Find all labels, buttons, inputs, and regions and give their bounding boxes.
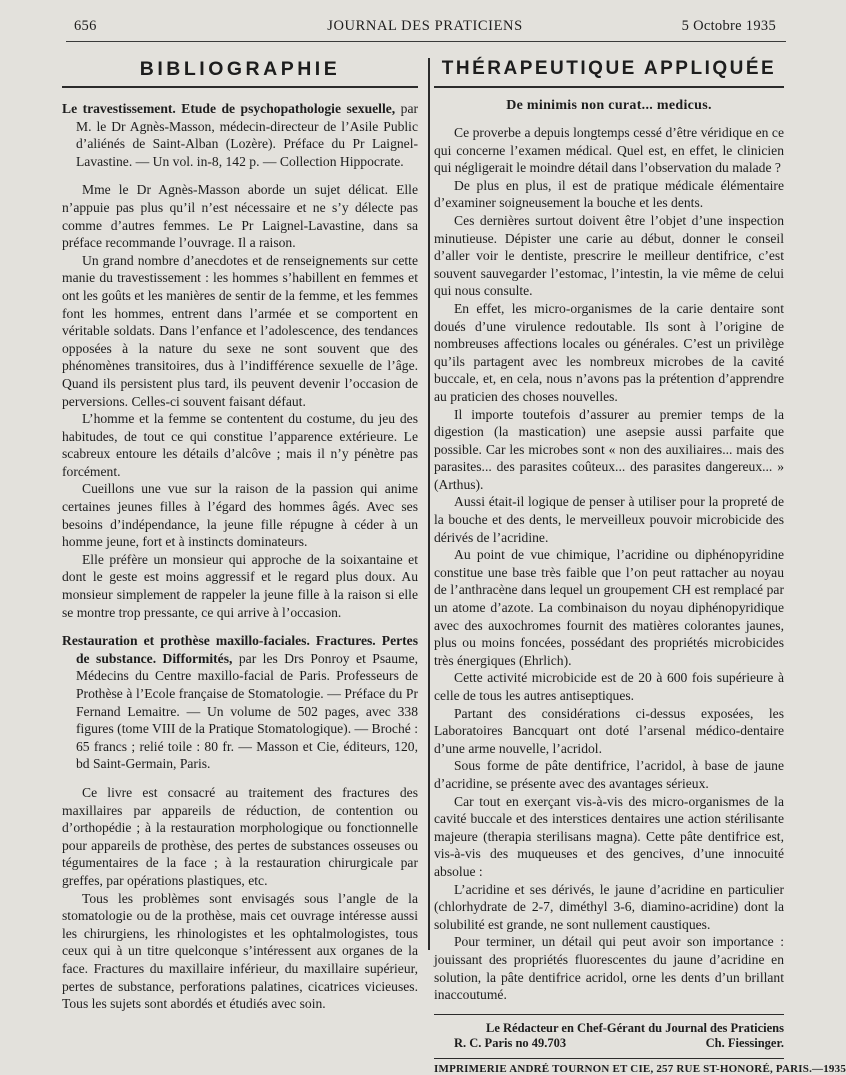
therapeutique-column xyxy=(434,56,846,1075)
book-entry-restauration xyxy=(62,632,418,773)
book-citation: par les Drs Ponroy et Psaume, Médecins du Centre maxillo-facial de Paris. Professeurs de Prothèse à l’Ecole française de Stomatologie. — Préface du Pr Fernand Lemaitre. — Un volume de 502 pages, avec 338 figures (tome VIII de la Pratique Stomatologique). — Broché : 65 francs ; relié toile : 80 fr. — Masson et Cie, éditeurs, 120, bd Saint-Germain, Paris. xyxy=(76,650,418,772)
article-paragraph: Ces dernières surtout doivent être l’objet d’une inspection minutieuse. Dépister une carie au début, donner le conseil d’aller voir le dentiste, prescrire le meilleur dentifrice, c’est souvent sauvegarder l’estomac, l’intestin, la vie même de celui qui nous consulte. xyxy=(434,212,784,299)
article-paragraph: Car tout en exerçant vis-à-vis des micro-organismes de la cavité buccale et des interstices dentaires une action stérilisante majeure (therapia sterilisans magna). Cette pâte dentifrice est, vis-à-vis des muqueuses et des gencives, d’une innocuité absolue : xyxy=(434,793,784,879)
column-divider xyxy=(428,58,430,950)
review-paragraph: Un grand nombre d’anecdotes et de renseignements sur cette manie du travestissement : les hommes s’habillent en femmes et ont les goûts et les manières de sentir de la femme, et les femmes font les hommes, entrent dans l’armée et se comportent en véritable soldats. Dans l’enfance et l’adolescence, des tendances opposées à la nature du sexe ne sont souvent que des phénomènes transitoires, dus à l’indifférence sexuelle de l’âge. Quand ils persistent plus tard, ils peuvent devenir l’occasion de perversions. Celles-ci souvent faisant défaut. xyxy=(62,252,418,409)
book-title: Restauration et prothèse maxillo-faciales. Fractures. Pertes de substance. Difformités, xyxy=(62,633,418,666)
review-paragraph: Elle préfère un monsieur qui approche de la soixantaine et dont le geste est moins aggressif et le regard plus doux. Au monsieur simplement de rappeler la jeune fille à la raison si elle se montre trop pressante, ce qui arrive à l’occasion. xyxy=(62,551,418,620)
section-title-bibliographie: BIBLIOGRAPHIE xyxy=(139,58,341,80)
editor-name: Ch. Fiessinger. xyxy=(705,1035,784,1050)
signature-rule xyxy=(434,1014,784,1015)
bibliography-column xyxy=(62,56,418,1013)
review-paragraph: L’homme et la femme se contentent du costume, du jeu des habitudes, de tout ce qui constitue l’apparence extérieure. Le scabreux entoure les détails d’alcôve ; mais il n’y pénètre pas forcément. xyxy=(62,411,418,479)
section-title-rule xyxy=(434,86,784,88)
printer-rule xyxy=(434,1058,784,1059)
article-paragraph: En effet, les micro-organismes de la carie dentaire sont doués d’une virulence redoutable. Ils sont à l’origine de nombreuses affections locales ou générales. C’est un privilège qu’ils partagent avec les nombreux microbes de la cavité buccale, et, en cela, nous n’avons pas la prétention d’apprendre au praticien des choses nouvelles. xyxy=(434,300,784,404)
article-paragraph: Ce proverbe a depuis longtemps cessé d’être véridique en ce qui concerne l’examen médical. Quel est, en effet, le clinicien qui négligerait le moindre détail dans l’observation du malade ? xyxy=(434,125,784,176)
article-paragraph: Il importe toutefois d’assurer au premier temps de la digestion (la mastication) une asepsie aussi parfaite que possible. Car les microbes sont « non des auxiliaires... mais des parasites... des parasites coûteux... des parasites dangereux... » (Arthus). xyxy=(434,406,784,492)
article-paragraph: Pour terminer, un détail qui peut avoir son importance : jouissant des propriétés fluorescentes du jaune d’acridine en solution, la pâte dentifrice acridol, orne les dents d’un brillant inaccoutumé. xyxy=(434,934,784,1003)
editor-title: Le Rédacteur en Chef-Gérant du Journal des Praticiens xyxy=(485,1020,784,1035)
issue-date: 5 Octobre 1935 xyxy=(681,18,776,34)
book-entry-travestissement xyxy=(62,100,418,170)
section-title-rule xyxy=(62,86,418,88)
header-rule xyxy=(66,41,786,42)
article-subtitle: De minimis non curat... medicus. xyxy=(506,98,712,113)
signature-details xyxy=(434,1036,784,1055)
article-paragraph: Au point de vue chimique, l’acridine ou diphénopyridine constitue une base très faible que l’on peut rattacher au noyau de l’anthracène dans lequel un groupement CH est remplacé par un atome d’azote. La combinaison du noyau diphénopyridique avec des auxochromes fournit des matières colorantes jaunes, plus ou moins foncées, possédant des propriétés microbicides très énergiques (Ehrlich). xyxy=(434,547,784,668)
review-paragraph: Tous les problèmes sont envisagés sous l’angle de la stomatologie ou de la prothèse, mais cet ouvrage intéresse aussi les chirurgiens, les rhinologistes et les ophtalmologistes, tous ceux qui à un titre quelconque s’intéressent aux organes de la face. Fractures du maxillaire inférieur, du maxillaire supérieur, pertes de substance, perforations palatines, cicatrices vicieuses. Tous les sujets sont abordés et étudiés avec soin. xyxy=(62,890,418,1012)
article-paragraph: L’acridine et ses dérivés, le jaune d’acridine en particulier (chlorhydrate de 2-7, diméthyl 3-6, diamino-acridine) dont la solubilité est grande, ne sont nullement caustiques. xyxy=(434,881,784,932)
article-paragraph: Cette activité microbicide est de 20 à 600 fois supérieure à celle de tous les autres antiseptiques. xyxy=(434,670,784,703)
article-paragraph: Partant des considérations ci-dessus exposées, les Laboratoires Bancquart ont doté l’arsenal médico-dentaire d’une arme nouvelle, l’acridol. xyxy=(434,705,784,756)
printer-imprint: IMPRIMERIE ANDRÉ TOURNON ET CIE, 257 RUE ST-HONORÉ, PARIS.—1935 xyxy=(434,1062,846,1075)
review-restauration xyxy=(62,784,418,1013)
book-citation: par M. le Dr Agnès-Masson, médecin-directeur de l’Asile Public d’aliénés de Saint-Alban (Lozère). Préface du Pr Laignel-Lavastine. — Un vol. in-8, 142 p. — Collection Hippocrate. xyxy=(76,101,418,169)
running-header xyxy=(74,18,776,40)
section-title-therapeutique: THÉRAPEUTIQUE APPLIQUÉE xyxy=(441,58,777,79)
review-travestissement xyxy=(62,181,418,621)
editor-signature xyxy=(434,1014,846,1075)
page-number: 656 xyxy=(74,18,97,34)
review-paragraph: Mme le Dr Agnès-Masson aborde un sujet délicat. Elle n’appuie pas plus qu’il n’est nécessaire et ne s’y délecte pas comme d’autres femmes. Le Pr Laignel-Lavastine, dans sa préface recommande l’ouvrage. Il a raison. xyxy=(62,182,418,251)
article-paragraph: Aussi était-il logique de penser à utiliser pour la propreté de la bouche et des dents, le merveilleux pouvoir microbicide des dérivés de l’acridine. xyxy=(434,494,784,545)
article-body xyxy=(434,124,784,1004)
book-title: Le travestissement. Etude de psychopathologie sexuelle, xyxy=(62,101,396,116)
article-paragraph: Sous forme de pâte dentifrice, l’acridol, à base de jaune d’acridine, se présente avec des avantages sérieux. xyxy=(434,758,784,791)
trade-register: R. C. Paris no 49.703 xyxy=(454,1035,567,1050)
article-paragraph: De plus en plus, il est de pratique médicale élémentaire d’examiner soigneusement la bouche et les dents. xyxy=(434,177,784,211)
review-paragraph: Ce livre est consacré au traitement des fractures des maxillaires par appareils de réduction, de contention ou d’orthopédie ; à la restauration morphologique ou fonctionnelle pour appareils de prothèse, des pertes de substances osseuses ou tégumentaires de la face ; à la restauration chirurgicale par greffes, par opérations plastiques, etc. xyxy=(62,784,418,888)
review-paragraph: Cueillons une vue sur la raison de la passion qui anime certaines jeunes filles à l’égard des hommes âgés. Avec ses besoins d’indépendance, la jeune fille répugne à céder à un homme jeune, fort et à instincts dominateurs. xyxy=(62,481,418,550)
journal-name: JOURNAL DES PRATICIENS xyxy=(327,18,523,34)
